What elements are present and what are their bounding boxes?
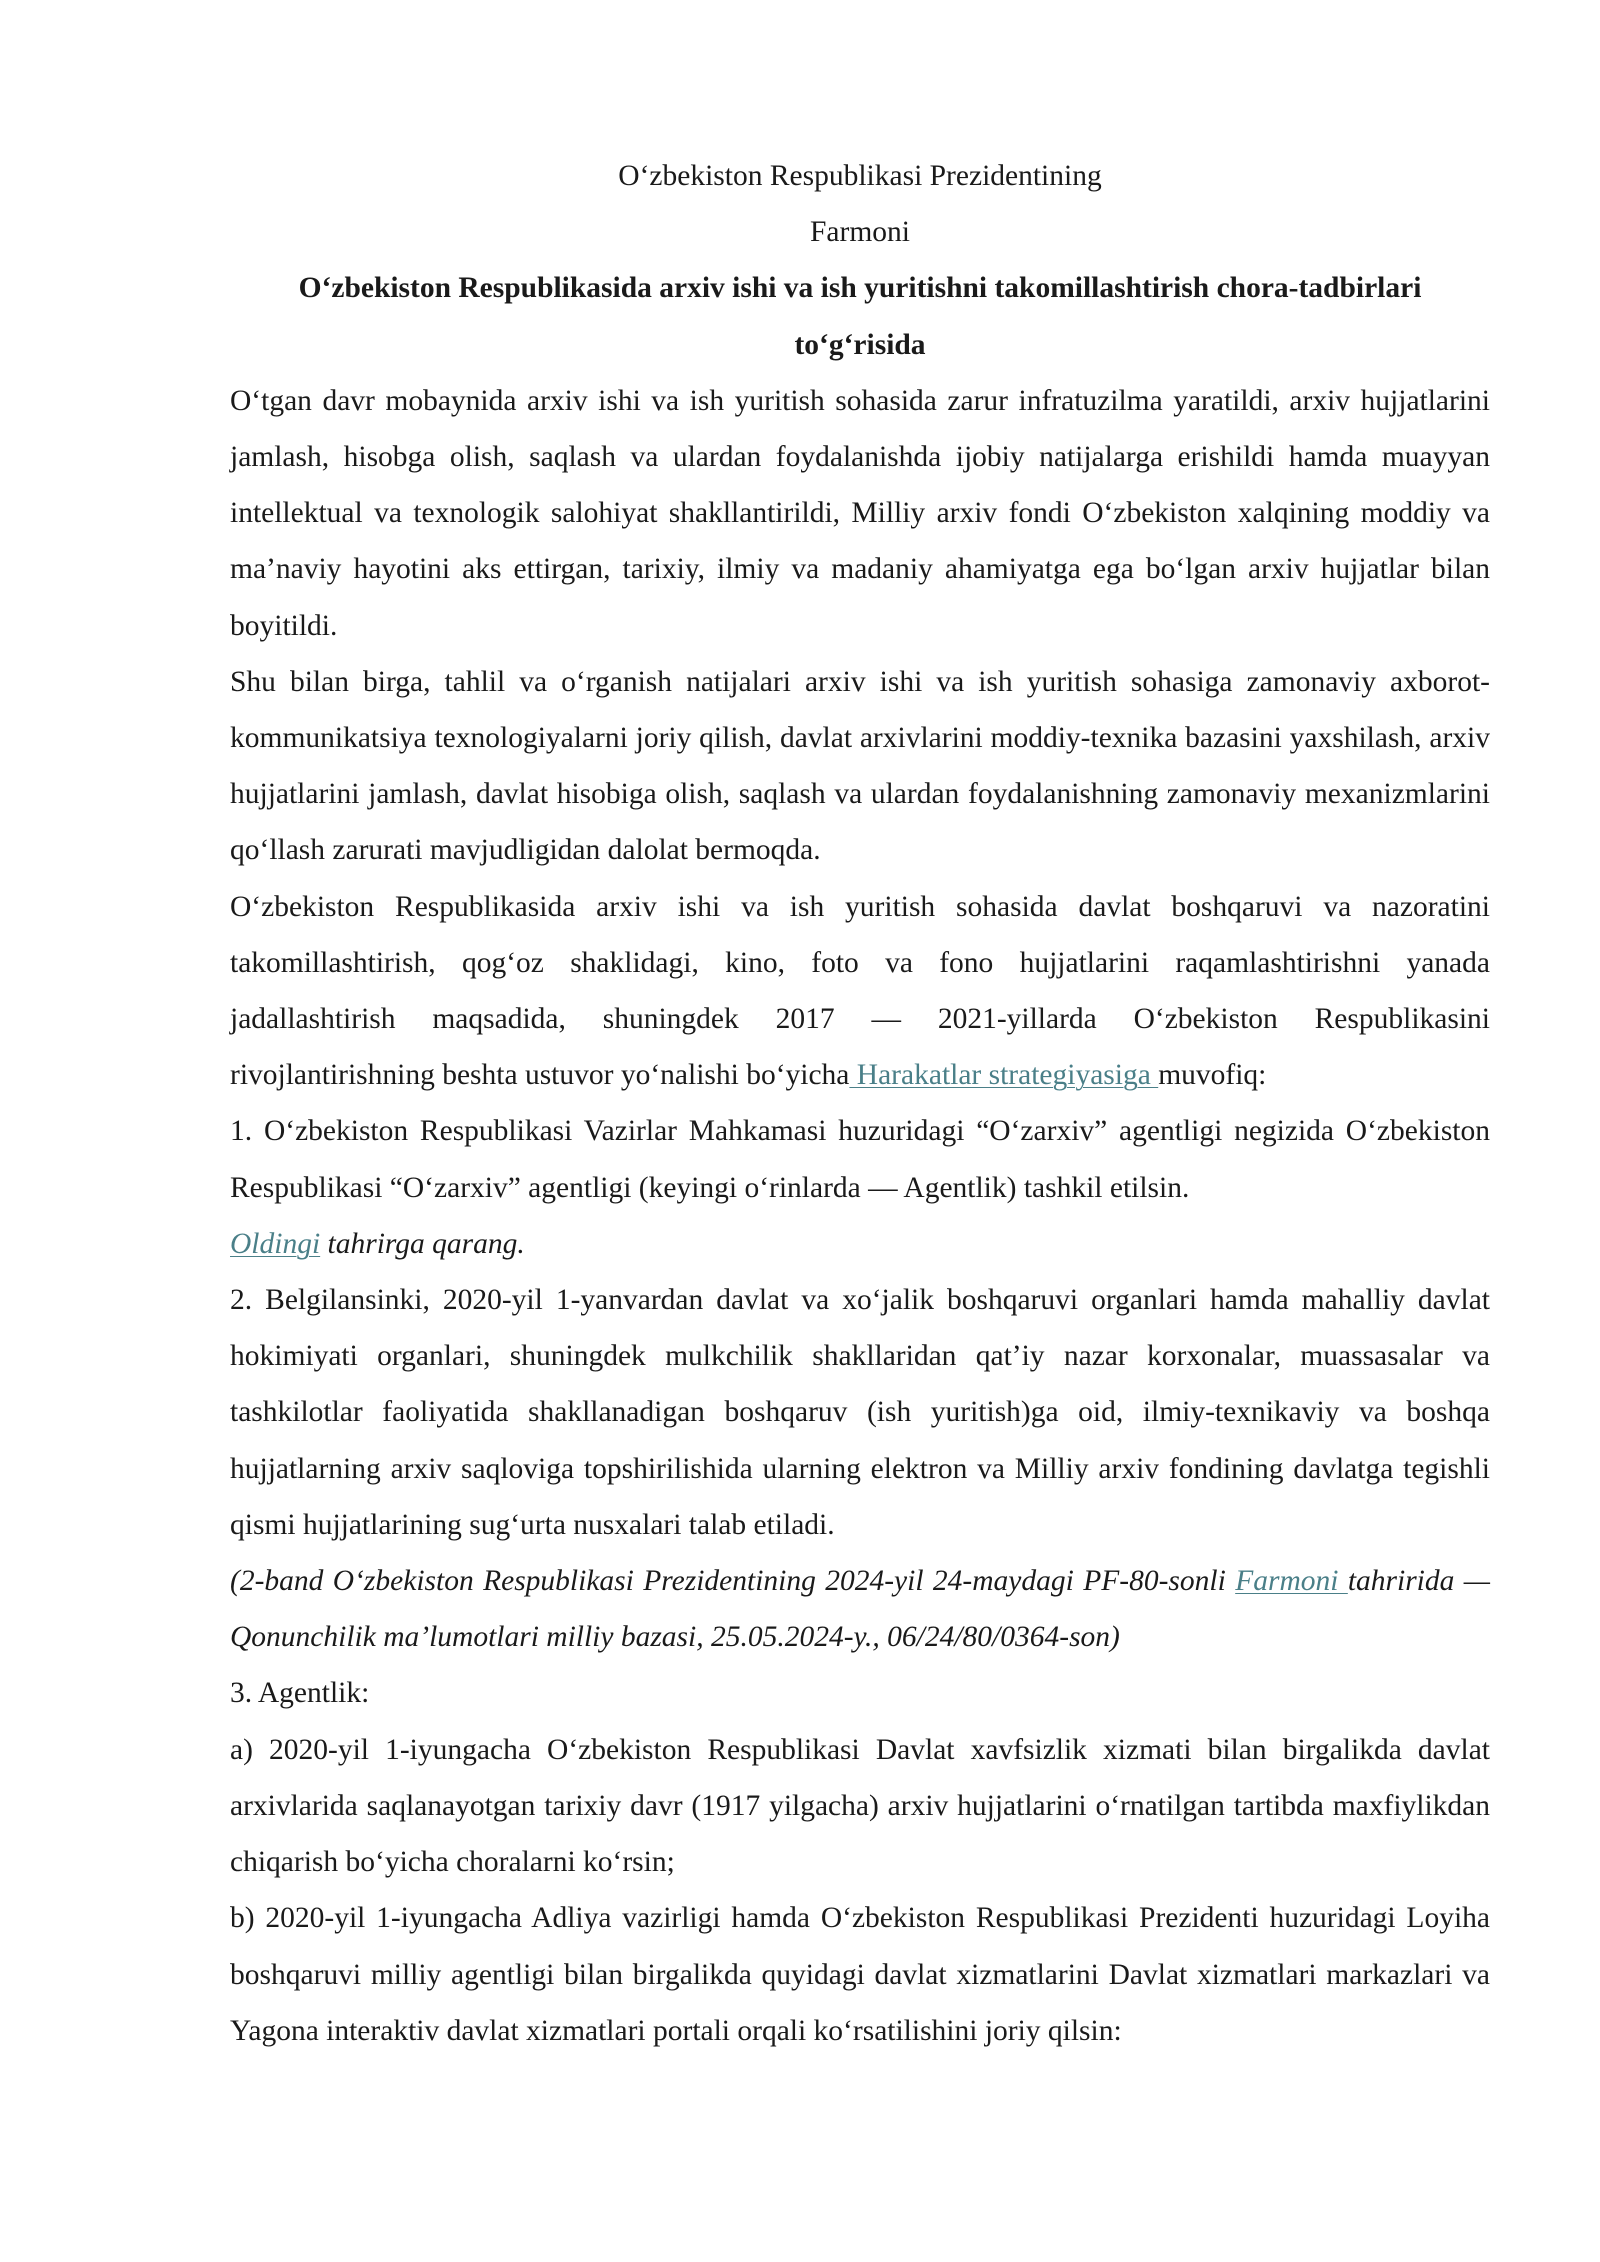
header-doc-type: Farmoni (810, 216, 910, 249)
previous-edition-link[interactable]: Oldingi (230, 1227, 321, 1260)
header-issuer: O‘zbekiston Respublikasi Prezidentining (618, 160, 1102, 192)
item-3b: b) 2020-yil 1-iyungacha Adliya vazirligi hamda O‘zbekiston Respublikasi Prezidenti huzuridagi Loyiha boshqaruvi milliy agentligi bilan birgalikda quyidagi davlat xizmatlarini Davlat xizmatlari markazlari va Yagona interaktiv davlat xizmatlari portali orqali ko‘rsatilishini joriy qilsin: (230, 1902, 1490, 2047)
item-1-note (230, 1216, 1490, 1272)
item-2-note-end: tahririda — Qonunchilik ma’lumotlari milliy bazasi, 25.05.2024-y., 06/24/80/0364-son) (230, 1565, 1490, 1654)
document-title: O‘zbekiston Respublikasida arxiv ishi va ish yuritishni takomillashtirish chora-tadbirlari to‘g‘risida (298, 272, 1422, 361)
document-page (230, 148, 1490, 2059)
item-2-note-text: (2-band O‘zbekiston Respublikasi Prezidentining 2024-yil 24-maydagi PF-80-sonli (230, 1565, 1236, 1598)
item-2: 2. Belgilansinki, 2020-yil 1-yanvardan davlat va xo‘jalik boshqaruvi organlari hamda mahalliy davlat hokimiyati organlari, shuningdek mulkchilik shakllaridan qat’iy nazar korxonalar, muassasalar va tashkilotlar faoliyatida shakllanadigan boshqaruv (ish yuritish)ga oid, ilmiy-texnikaviy va boshqa hujjatlarning arxiv saqloviga topshirilishida ularning elektron va Milliy arxiv fondining davlatga tegishli qismi hujjatlarining sug‘urta nusxalari talab etiladi. (230, 1284, 1490, 1541)
paragraph-purpose (230, 879, 1490, 1104)
item-3a: a) 2020-yil 1-iyungacha O‘zbekiston Respublikasi Davlat xavfsizlik xizmati bilan birgalikda davlat arxivlarida saqlanayotgan tarixiy davr (1917 yilgacha) arxiv hujjatlarini o‘rnatilgan tartibda maxfiylikdan chiqarish bo‘yicha choralarni ko‘rsin; (230, 1733, 1490, 1879)
item-2-note (230, 1553, 1490, 1665)
paragraph-intro: O‘tgan davr mobaynida arxiv ishi va ish yuritish sohasida zarur infratuzilma yaratildi, arxiv hujjatlarini jamlash, hisobga olish, saqlash va ulardan foydalanishda ijobiy natijalarga erishildi hamda muayyan intellektual va texnologik salohiyat shakllantirildi, Milliy arxiv fondi O‘zbekiston xalqining moddiy va ma’naviy hayotini aks ettirgan, tarixiy, ilmiy va madaniy ahamiyatga ega bo‘lgan arxiv hujjatlar bilan boyitildi. (230, 384, 1490, 642)
item-1: 1. O‘zbekiston Respublikasi Vazirlar Mahkamasi huzuridagi “O‘zarxiv” agentligi negizida O‘zbekiston Respublikasi “O‘zarxiv” agentligi (keyingi o‘rinlarda — Agentlik) tashkil etilsin. (230, 1115, 1490, 1204)
paragraph-purpose-end: muvofiq: (1158, 1059, 1267, 1092)
item-1-note-text: tahrirga qarang. (320, 1227, 525, 1260)
strategy-link[interactable]: Harakatlar strategiyasiga (849, 1059, 1159, 1092)
decree-link[interactable]: Farmoni (1235, 1565, 1348, 1598)
paragraph-purpose-text: O‘zbekiston Respublikasida arxiv ishi va ish yuritish sohasida davlat boshqaruvi va nazoratini takomillashtirish, qog‘oz shaklidagi, kino, foto va fono hujjatlarini raqamlashtirishni yanada jadallashtirish maqsadida, shuningdek 2017 — 2021-yillarda O‘zbekiston Respublikasini rivojlantirishning beshta ustuvor yo‘nalishi bo‘yicha (230, 890, 1490, 1092)
item-3: 3. Agentlik: (230, 1677, 370, 1710)
paragraph-analysis: Shu bilan birga, tahlil va o‘rganish natijalari arxiv ishi va ish yuritish sohasiga zamonaviy axborot-kommunikatsiya texnologiyalarni joriy qilish, davlat arxivlarini moddiy-texnika bazasini yaxshilash, arxiv hujjatlarini jamlash, davlat hisobiga olish, saqlash va ulardan foydalanishning zamonaviy mexanizmlarini qo‘llash zarurati mavjudligidan dalolat bermoqda. (230, 665, 1490, 867)
